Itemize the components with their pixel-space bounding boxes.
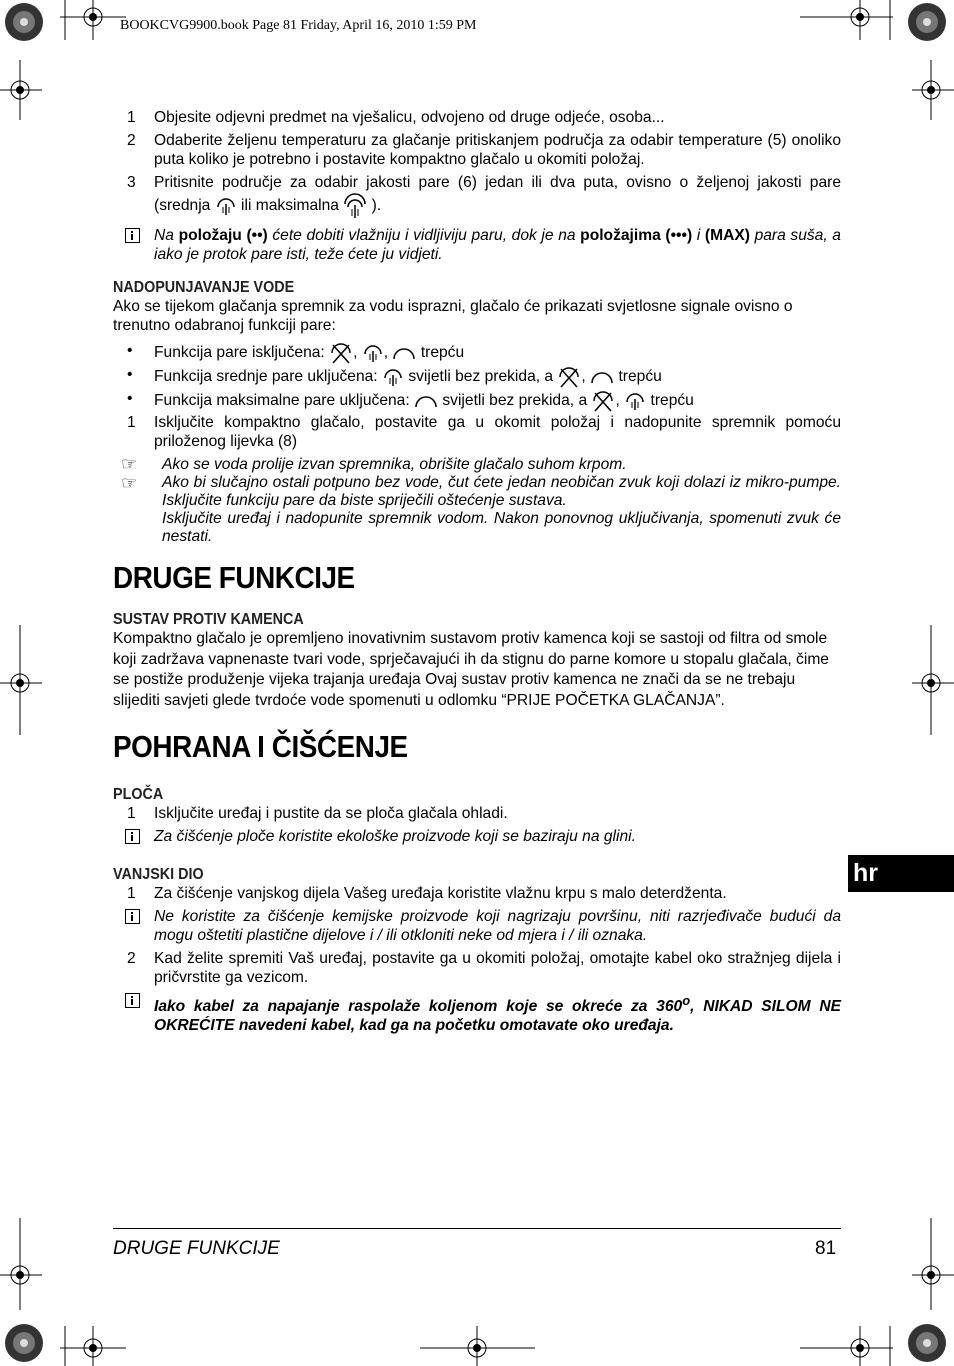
- note-exterior-1: Ne koristite za čišćenje kemijske proizvode koji nagrizaju površinu, niti razrjeđivače budući da mogu oštetiti plastične dijelove i / ili otkloniti neke od mjera i / ili oznaka.: [113, 907, 841, 945]
- language-tab: hr: [848, 855, 954, 892]
- step-exterior-1: 1 Za čišćenje vanjskog dijela Vašeg uređaja koristite vlažnu krpu s malo deterdženta.: [127, 885, 727, 902]
- steam-medium-icon: [362, 342, 384, 364]
- step-2: 2 Odaberite željenu temperaturu za glačanje pritiskanjem područja za odabir temperature (5) onoliko puta koliko je potrebno i postavite kompaktno glačalo u okomiti položaj.: [127, 132, 841, 168]
- section-title-refill: NADOPUNJAVANJE VODE: [113, 279, 295, 296]
- list-item: • Funkcija maksimalne pare uključena: svijetli bez prekida, a , trepću: [113, 389, 841, 413]
- info-icon: [125, 228, 140, 243]
- steam-off-icon: [557, 365, 581, 389]
- section-title-plate: PLOČA: [113, 786, 164, 803]
- steam-medium-icon: [624, 390, 646, 412]
- note-steam-levels: Na položaju (••) ćete dobiti vlažniju i vidljiviju paru, dok je na položajima (•••) i (MAX) para suša, a iako je protok pare isti, teže ćete ju vidjeti.: [113, 226, 841, 264]
- steam-low-icon: [392, 345, 416, 361]
- info-icon: [125, 909, 140, 924]
- hand-note-2: ☞ Ako bi slučajno ostali potpuno bez vode, čut ćete jedan neobičan zvuk koji dolazi iz mikro-pumpe. Isključite funkciju pare da biste spriječili oštećenje sustava. Isključite uređaj i nadopunite spremnik vodom. Nakon ponovnog uključivanja, spomenuti zvuk će nestati.: [113, 474, 841, 546]
- info-icon: [125, 829, 140, 844]
- step-1: 1 Objesite odjevni predmet na vješalicu, odvojeno od druge odjeće, osoba...: [127, 109, 665, 126]
- heading-other-functions: DRUGE FUNKCIJE: [113, 560, 355, 595]
- book-header: BOOKCVG9900.book Page 81 Friday, April 16, 2010 1:59 PM: [120, 18, 477, 33]
- footer-section-title: DRUGE FUNKCIJE: [113, 1238, 280, 1259]
- step-refill: 1 Isključite kompaktno glačalo, postavite ga u okomit položaj i nadopunite spremnik pomoću priloženog lijevka (8): [127, 414, 841, 450]
- step-plate: 1 Isključite uređaj i pustite da se ploča glačala ohladi.: [127, 805, 508, 822]
- pointing-hand-icon: ☞: [121, 473, 138, 493]
- steam-off-icon: [329, 341, 353, 365]
- section-title-exterior: VANJSKI DIO: [113, 866, 204, 883]
- steam-off-icon: [591, 389, 615, 413]
- list-item: • Funkcija pare isključena: , , trepću: [113, 341, 841, 365]
- step-3: 3 Pritisnite područje za odabir jakosti pare (6) jedan ili dva puta, ovisno o željenoj jakosti pare (srednja ili maksimalna ).: [113, 173, 841, 220]
- steam-medium-icon: [215, 195, 237, 217]
- refill-intro: Ako se tijekom glačanja spremnik za vodu isprazni, glačalo će prikazati svjetlosne signale ovisno o trenutno odabranoj funkciji pare:: [113, 298, 793, 334]
- page-content: [113, 108, 841, 1035]
- page-number: 81: [815, 1238, 837, 1259]
- info-icon: [125, 993, 140, 1008]
- note-plate: Za čišćenje ploče koristite ekološke proizvode koji se baziraju na glini.: [113, 827, 841, 849]
- steam-max-icon: [343, 192, 367, 220]
- step-exterior-2: 2 Kad želite spremiti Vaš uređaj, postavite ga u okomiti položaj, omotajte kabel oko stražnjeg dijela i pričvrstite ga vezicom.: [127, 950, 841, 986]
- steam-low-icon: [414, 393, 438, 409]
- heading-storage-cleaning: POHRANA I ČIŠĆENJE: [113, 729, 408, 764]
- steam-medium-icon: [382, 366, 404, 388]
- steam-low-icon: [590, 369, 614, 385]
- list-item: • Funkcija srednje pare uključena: svijetli bez prekida, a , trepću: [113, 365, 841, 389]
- hand-note-1: ☞ Ako se voda prolije izvan spremnika, obrišite glačalo suhom krpom.: [113, 455, 841, 474]
- section-title-antiscale: SUSTAV PROTIV KAMENCA: [113, 611, 304, 628]
- antiscale-text: Kompaktno glačalo je opremljeno inovativnim sustavom protiv kamenca koji se sastoji od filtra od smole koji zadržava vapnenaste tvari vode, sprječavajući ih da stignu do parne komore u stopalu glačala, čime se postiže produženje vijeka trajanja uređaja Ovaj sustav protiv kamenca ne znači da se ne trebaju slijediti savjeti glede tvrdoće vode spomenuti u odlomku “PRIJE POČETKA GLAČANJA”.: [113, 630, 829, 709]
- pointing-hand-icon: ☞: [121, 454, 138, 474]
- footer-divider: [113, 1228, 841, 1229]
- note-exterior-2: Iako kabel za napajanje raspolaže koljenom koje se okreće za 360$^o$, NIKAD SILOM NE OKREĆITE navedeni kabel, kad ga na početku omotavate oko uređaja.: [113, 991, 841, 1035]
